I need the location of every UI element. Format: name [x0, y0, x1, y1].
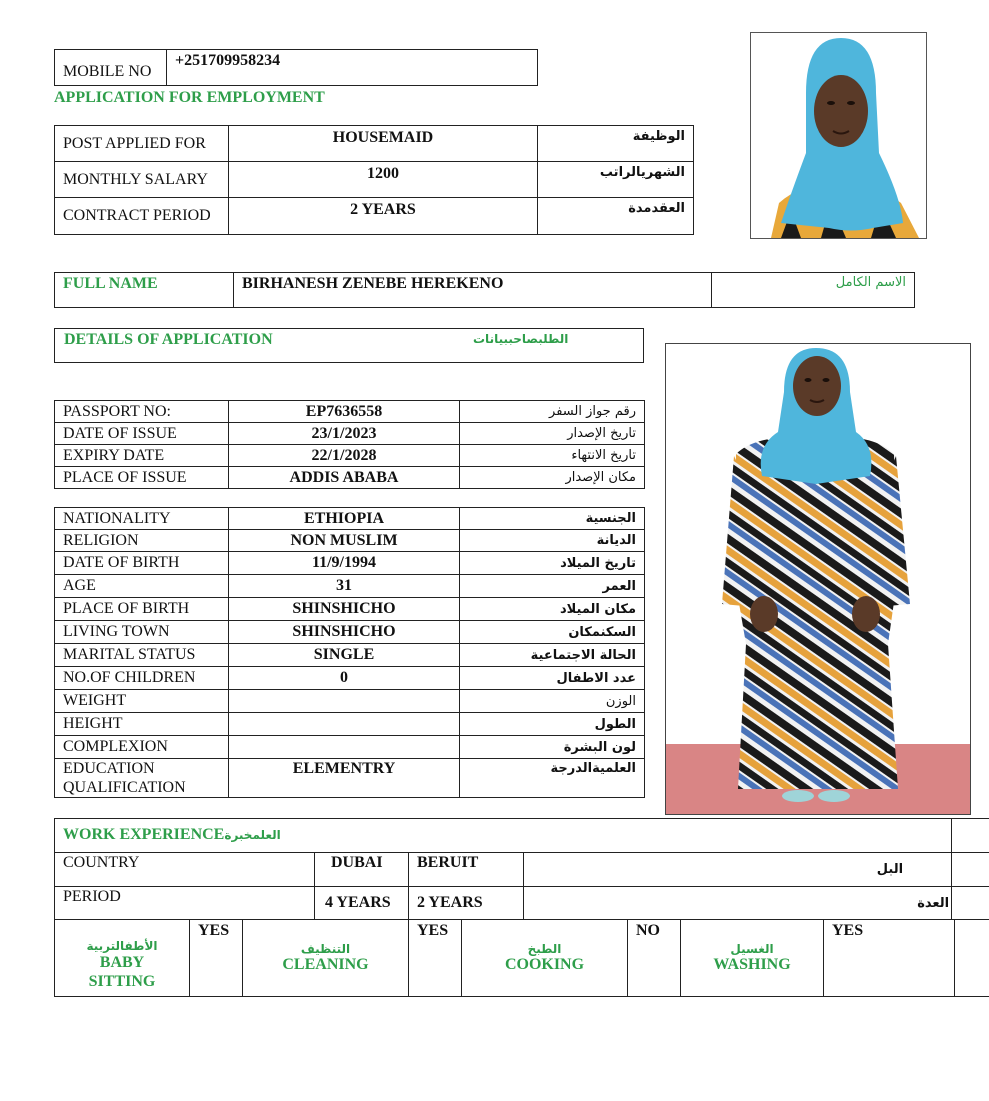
period-2: 2 YEARS: [409, 887, 524, 920]
work-title-edge: [952, 819, 989, 853]
contract-value: 2 YEARS: [229, 198, 538, 235]
salary-value: 1200: [229, 162, 538, 198]
marital-status-ar: الحالة الاجتماعية: [460, 644, 645, 667]
work-title: WORK EXPERIENCE: [63, 826, 225, 843]
skill-cooking-ar: الطبخ: [527, 942, 562, 956]
full-name-value: BIRHANESH ZENEBE HEREKENO: [234, 273, 712, 308]
contract-label: CONTRACT PERIOD: [55, 198, 229, 235]
pob-ar: مكان الميلاد: [460, 598, 645, 621]
skill-baby-ar: الأطفالتربية: [86, 939, 158, 953]
pob-value: SHINSHICHO: [229, 598, 460, 621]
passport-value: EP7636558: [229, 401, 460, 423]
issue-date-value: 23/1/2023: [229, 423, 460, 445]
skill-cooking: [462, 920, 628, 997]
personal-row: [55, 621, 645, 644]
skill-baby-answer: YES: [190, 920, 243, 997]
education-label: [55, 759, 229, 798]
children-value: 0: [229, 667, 460, 690]
full-name-table: [54, 272, 915, 308]
personal-table: [54, 507, 645, 798]
country-1: DUBAI: [315, 853, 409, 887]
details-box: [54, 328, 644, 363]
expiry-date-ar: تاريخ الانتهاء: [460, 445, 645, 467]
education-label-line2: QUALIFICATION: [63, 779, 186, 796]
expiry-date-label: EXPIRY DATE: [55, 445, 229, 467]
skills-row: [55, 920, 989, 997]
nationality-label: NATIONALITY: [55, 508, 229, 530]
marital-status-label: MARITAL STATUS: [55, 644, 229, 667]
dob-value: 11/9/1994: [229, 552, 460, 575]
personal-row: [55, 530, 645, 552]
complexion-ar: لون البشرة: [460, 736, 645, 759]
personal-row: [55, 667, 645, 690]
religion-label: RELIGION: [55, 530, 229, 552]
education-row: [55, 759, 645, 798]
children-label: NO.OF CHILDREN: [55, 667, 229, 690]
education-ar: العلميةالدرجة: [460, 759, 645, 798]
post-label: POST APPLIED FOR: [55, 126, 229, 162]
country-row: [55, 853, 989, 887]
marital-status-value: SINGLE: [229, 644, 460, 667]
period-ar: العدة: [524, 887, 952, 920]
children-ar: عدد الاطفال: [460, 667, 645, 690]
personal-row: [55, 575, 645, 598]
height-value: [229, 713, 460, 736]
issue-date-ar: تاريخ الإصدار: [460, 423, 645, 445]
personal-row: [55, 552, 645, 575]
passport-row: [55, 401, 645, 423]
passport-table: [54, 400, 645, 489]
skill-cleaning: [243, 920, 409, 997]
country-label: COUNTRY: [55, 853, 315, 887]
age-ar: العمر: [460, 575, 645, 598]
age-label: AGE: [55, 575, 229, 598]
period-1: 4 YEARS: [315, 887, 409, 920]
place-issue-value: ADDIS ABABA: [229, 467, 460, 489]
age-value: 31: [229, 575, 460, 598]
living-town-ar: السكنمكان: [460, 621, 645, 644]
skill-cleaning-en: CLEANING: [282, 956, 369, 973]
full-body-photo: [665, 343, 971, 815]
salary-ar: الشهريالراتب: [538, 162, 694, 198]
period-row: [55, 887, 989, 920]
skills-edge: [955, 920, 989, 997]
period-label: PERIOD: [55, 887, 315, 920]
skill-cleaning-ar: التنظيف: [300, 942, 351, 956]
post-row: [55, 126, 694, 162]
living-town-value: SHINSHICHO: [229, 621, 460, 644]
contract-row: [55, 198, 694, 235]
post-ar: الوظيفة: [538, 126, 694, 162]
country-2: BERUIT: [409, 853, 524, 887]
height-label: HEIGHT: [55, 713, 229, 736]
full-name-ar: الاسم الكامل: [712, 273, 915, 308]
skill-washing: [681, 920, 824, 997]
skill-cooking-answer: NO: [628, 920, 681, 997]
work-title-row: [55, 819, 989, 853]
skill-washing-en: WASHING: [713, 956, 791, 973]
skill-washing-ar: الغسيل: [730, 942, 774, 956]
details-ar: الطلبصاحببيانات: [473, 332, 569, 346]
passport-ar: رقم جواز السفر: [460, 401, 645, 423]
religion-value: NON MUSLIM: [229, 530, 460, 552]
work-title-cell: [55, 819, 952, 853]
details-label: DETAILS OF APPLICATION: [64, 331, 273, 348]
personal-row: [55, 690, 645, 713]
skill-baby-sitting: [55, 920, 190, 997]
education-value: ELEMENTRY: [229, 759, 460, 798]
salary-row: [55, 162, 694, 198]
mobile-table: [54, 49, 538, 86]
complexion-value: [229, 736, 460, 759]
skill-baby-en1: BABY: [99, 954, 145, 971]
religion-ar: الديانة: [460, 530, 645, 552]
height-ar: الطول: [460, 713, 645, 736]
salary-label: MONTHLY SALARY: [55, 162, 229, 198]
living-town-label: LIVING TOWN: [55, 621, 229, 644]
expiry-date-row: [55, 445, 645, 467]
pob-label: PLACE OF BIRTH: [55, 598, 229, 621]
skills-table: [54, 919, 989, 997]
dob-label: DATE OF BIRTH: [55, 552, 229, 575]
work-experience-table: [54, 818, 989, 920]
full-name-label: FULL NAME: [55, 273, 234, 308]
country-edge: [952, 853, 989, 887]
mobile-label: MOBILE NO: [55, 50, 167, 86]
skill-baby-en2: SITTING: [88, 973, 156, 990]
skill-washing-answer: YES: [824, 920, 955, 997]
skill-cooking-en: COOKING: [504, 956, 585, 973]
mobile-value: +251709958234: [167, 50, 538, 86]
personal-row: [55, 508, 645, 530]
place-issue-label: PLACE OF ISSUE: [55, 467, 229, 489]
personal-row: [55, 598, 645, 621]
passport-label: PASSPORT NO:: [55, 401, 229, 423]
expiry-date-value: 22/1/2028: [229, 445, 460, 467]
dob-ar: تاريخ الميلاد: [460, 552, 645, 575]
complexion-label: COMPLEXION: [55, 736, 229, 759]
post-value: HOUSEMAID: [229, 126, 538, 162]
country-ar: البل: [524, 853, 952, 887]
application-title: APPLICATION FOR EMPLOYMENT: [54, 89, 325, 106]
nationality-ar: الجنسية: [460, 508, 645, 530]
place-issue-ar: مكان الإصدار: [460, 467, 645, 489]
nationality-value: ETHIOPIA: [229, 508, 460, 530]
post-table: [54, 125, 694, 235]
skill-cleaning-answer: YES: [409, 920, 462, 997]
weight-value: [229, 690, 460, 713]
place-issue-row: [55, 467, 645, 489]
personal-row: [55, 736, 645, 759]
headshot-photo: [750, 32, 927, 239]
work-title-ar: العلمخبرة: [224, 828, 281, 842]
personal-row: [55, 713, 645, 736]
education-label-line1: EDUCATION: [63, 760, 155, 777]
issue-date-row: [55, 423, 645, 445]
personal-row: [55, 644, 645, 667]
weight-ar: الوزن: [460, 690, 645, 713]
period-edge: [952, 887, 989, 920]
contract-ar: العقدمدة: [538, 198, 694, 235]
weight-label: WEIGHT: [55, 690, 229, 713]
issue-date-label: DATE OF ISSUE: [55, 423, 229, 445]
